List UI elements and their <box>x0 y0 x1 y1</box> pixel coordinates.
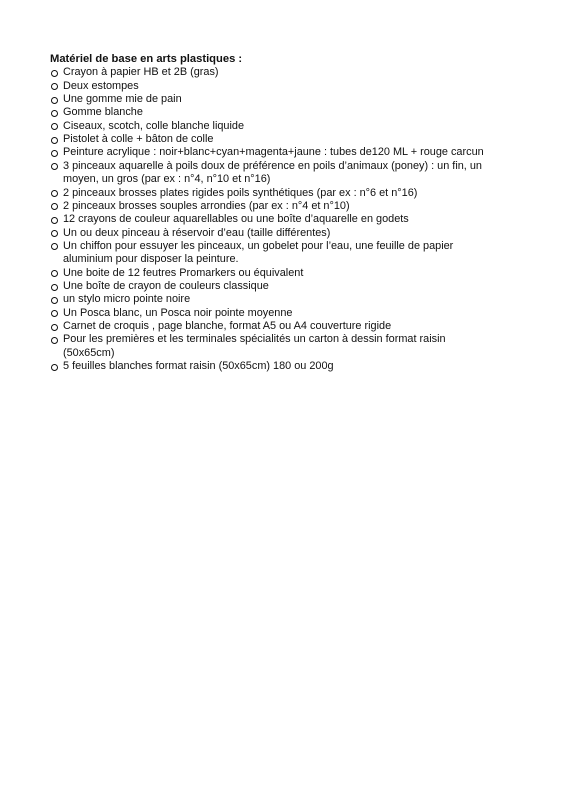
list-item-text: 2 pinceaux brosses souples arrondies (par ex : n°4 et n°10) <box>63 199 350 212</box>
list-item <box>50 106 520 119</box>
circle-bullet-icon <box>51 324 58 331</box>
supply-list <box>50 66 520 373</box>
circle-bullet-icon <box>51 137 58 144</box>
circle-bullet-icon <box>51 70 58 77</box>
circle-bullet-icon <box>51 150 58 157</box>
list-item <box>50 320 520 333</box>
circle-bullet-icon <box>51 217 58 224</box>
list-item <box>50 200 520 213</box>
list-item <box>50 93 520 106</box>
list-item-text: 3 pinceaux aquarelle à poils doux de préférence en poils d’animaux (poney) : un fin, un moyen, un gros (par ex : n°4, n°10 et n°16) <box>63 159 482 186</box>
list-item <box>50 133 520 146</box>
list-item-text: Peinture acrylique : noir+blanc+cyan+magenta+jaune : tubes de120 ML + rouge carcun <box>63 146 484 159</box>
list-item-text: Pistolet à colle + bâton de colle <box>63 133 214 146</box>
circle-bullet-icon <box>51 230 58 237</box>
list-item-text: un stylo micro pointe noire <box>63 293 191 306</box>
circle-bullet-icon <box>51 190 58 197</box>
list-item-text: Deux estompes <box>63 79 139 92</box>
circle-bullet-icon <box>51 270 58 277</box>
circle-bullet-icon <box>51 310 58 317</box>
list-item-text: Crayon à papier HB et 2B (gras) <box>63 66 219 79</box>
circle-bullet-icon <box>51 203 58 210</box>
list-item <box>50 80 520 93</box>
list-item-text: Une boîte de crayon de couleurs classique <box>63 279 269 292</box>
list-item <box>50 160 520 187</box>
list-item <box>50 227 520 240</box>
list-item <box>50 146 520 159</box>
list-item-text: Pour les premières et les terminales spécialités un carton à dessin format raisin (50x65cm) <box>63 333 446 359</box>
list-item <box>50 267 520 280</box>
document-title: Matériel de base en arts plastiques : <box>50 53 243 65</box>
circle-bullet-icon <box>51 337 58 344</box>
circle-bullet-icon <box>51 163 58 170</box>
list-item <box>50 333 520 360</box>
list-item-text: 12 crayons de couleur aquarellables ou une boîte d’aquarelle en godets <box>63 213 409 226</box>
list-item <box>50 360 520 373</box>
circle-bullet-icon <box>51 110 58 117</box>
circle-bullet-icon <box>51 297 58 304</box>
list-item <box>50 187 520 200</box>
list-item <box>50 240 520 267</box>
list-item-text: Ciseaux, scotch, colle blanche liquide <box>63 119 245 132</box>
list-item-text: Une boite de 12 feutres Promarkers ou équivalent <box>63 266 304 279</box>
circle-bullet-icon <box>51 364 58 371</box>
list-item <box>50 307 520 320</box>
list-item-text: Un Posca blanc, un Posca noir pointe moyenne <box>63 306 293 319</box>
list-item <box>50 293 520 306</box>
list-item <box>50 66 520 79</box>
circle-bullet-icon <box>51 243 58 250</box>
circle-bullet-icon <box>51 97 58 104</box>
circle-bullet-icon <box>51 83 58 90</box>
list-item-text: Gomme blanche <box>63 106 143 119</box>
list-item-text: Carnet de croquis , page blanche, format A5 ou A4 couverture rigide <box>63 319 392 332</box>
list-item-text: Un ou deux pinceau à réservoir d’eau (taille différentes) <box>63 226 331 239</box>
list-item-text: 5 feuilles blanches format raisin (50x65cm) 180 ou 200g <box>63 359 334 372</box>
list-item <box>50 213 520 226</box>
document-page <box>50 53 520 373</box>
list-item <box>50 120 520 133</box>
circle-bullet-icon <box>51 123 58 130</box>
list-item-text: Un chiffon pour essuyer les pinceaux, un gobelet pour l’eau, une feuille de papier aluminium pour disposer la peinture. <box>63 239 454 266</box>
circle-bullet-icon <box>51 284 58 291</box>
list-item-text: Une gomme mie de pain <box>63 93 182 106</box>
list-item <box>50 280 520 293</box>
list-item-text: 2 pinceaux brosses plates rigides poils synthétiques (par ex : n°6 et n°16) <box>63 186 418 199</box>
